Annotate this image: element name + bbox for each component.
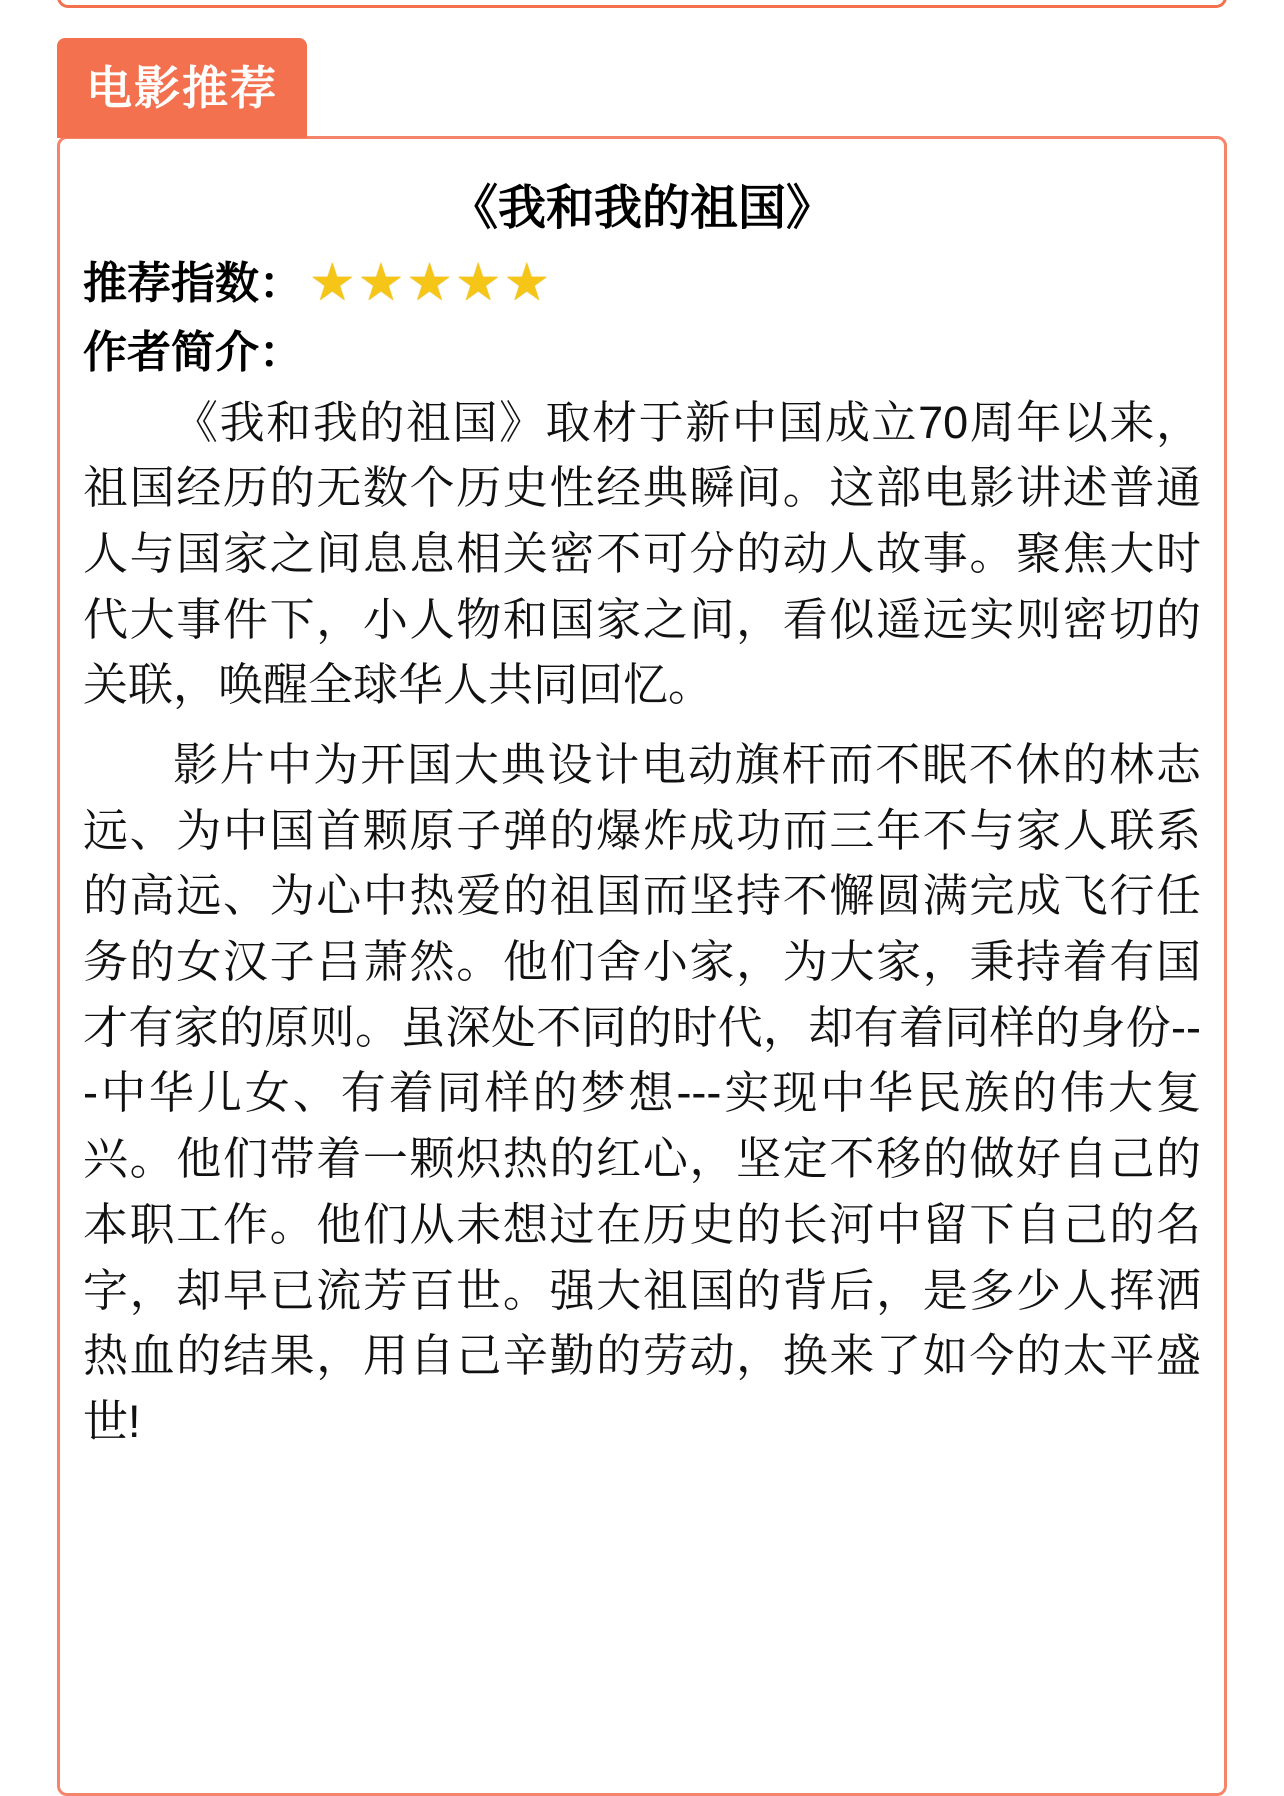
- rating-row: [83, 256, 1201, 311]
- body-paragraph: 《我和我的祖国》取材于新中国成立70周年以来，祖国经历的无数个历史性经典瞬间。这部电影讲述普通人与国家之间息息相关密不可分的动人故事。聚焦大时代大事件下，小人物和国家之间，看似遥远实则密切的关联，唤醒全球华人共同回忆。: [83, 396, 1201, 711]
- author-label: 作者简介：: [83, 327, 303, 377]
- card-content: [57, 136, 1227, 1455]
- star-icon: ★: [357, 254, 405, 313]
- star-icon: ★: [503, 254, 551, 313]
- movie-title: 《我和我的祖国》: [449, 182, 834, 235]
- author-row: [83, 325, 1201, 380]
- section-badge: [57, 38, 307, 138]
- star-icon: ★: [309, 254, 356, 313]
- rating-stars: [309, 254, 552, 313]
- star-icon: ★: [454, 254, 502, 313]
- rating-label: 推荐指数：: [83, 258, 303, 308]
- body-paragraph: 影片中为开国大典设计电动旗杆而不眠不休的林志远、为中国首颗原子弹的爆炸成功而三年不与家人联系的高远、为心中热爱的祖国而坚持不懈圆满完成飞行任务的女汉子吕萧然。他们舍小家，为大家，秉持着有国才有家的原则。虽深处不同的时代，却有着同样的身份---中华儿女、有着同样的梦想---实现中华民族的伟大复兴。他们带着一颗炽热的红心，坚定不移的做好自己的本职工作。他们从未想过在历史的长河中留下自己的名字，却早已流芳百世。强大祖国的背后，是多少人挥洒热血的结果，用自己辛勤的劳动，换来了如今的太平盛世!: [83, 739, 1201, 1447]
- section-badge-label: 电影推荐: [86, 62, 278, 114]
- star-icon: ★: [406, 254, 453, 313]
- previous-card-bottom-edge: [57, 0, 1227, 8]
